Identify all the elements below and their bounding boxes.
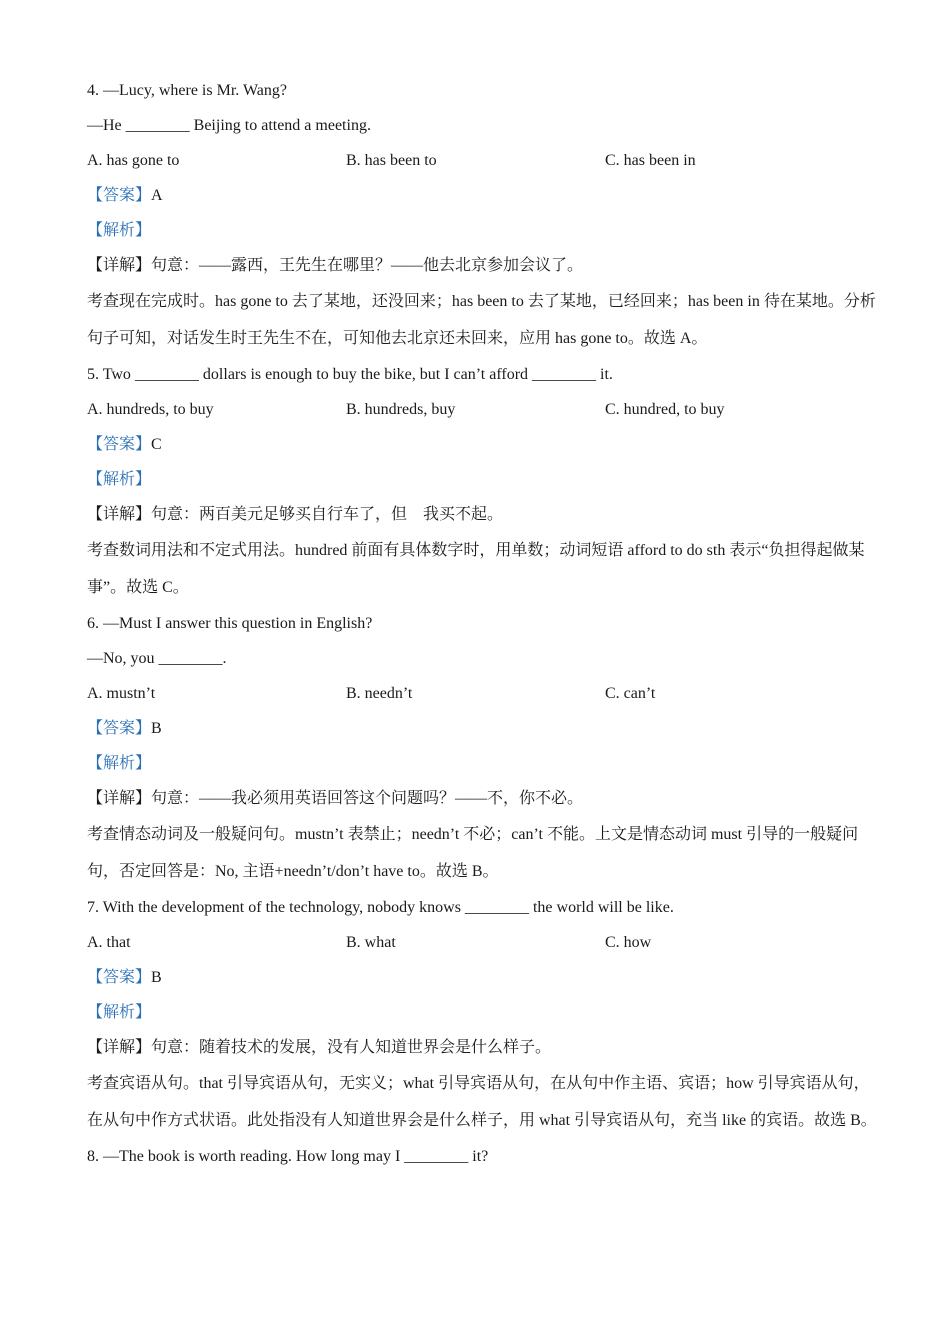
answer-line [87,960,877,995]
answer-value: A [151,187,163,204]
explanation: 考查宾语从句。that 引导宾语从句，无实义；what 引导宾语从句，在从句中作主语、宾语；how 引导宾语从句，在从句中作方式状语。此处指没有人知道世界会是什么样子，用 what 引导宾语从句，充当 like 的宾语。故选 B。 [87,1075,877,1129]
analysis-tag: 【解析】 [87,755,152,772]
question-stem: —No, you ________. [87,650,227,667]
answer-line [87,178,877,213]
detail-line: 【详解】句意：随着技术的发展，没有人知道世界会是什么样子。 [87,1039,552,1056]
answer-value: C [151,436,162,453]
answer-tag: 【答案】 [87,969,152,986]
question-stem: 4. —Lucy, where is Mr. Wang? [87,82,287,99]
option-c: C. can’t [605,685,656,702]
answer-value: B [151,969,162,986]
question-stem: 7. With the development of the technology, nobody knows ________ the world will be like. [87,899,674,916]
options-row [87,143,877,178]
option-a: A. mustn’t [87,685,156,702]
question-stem: 6. —Must I answer this question in English? [87,615,373,632]
option-c: C. has been in [605,152,696,169]
question-stem: 5. Two ________ dollars is enough to buy the bike, but I can’t afford ________ it. [87,366,613,383]
answer-line [87,427,877,462]
option-c: C. hundred, to buy [605,401,725,418]
explanation: 考查现在完成时。has gone to 去了某地，还没回来；has been to 去了某地，已经回来；has been in 待在某地。分析句子可知，对话发生时王先生不在，可知他去北京还未回来，应用 has gone to。故选 A。 [87,293,876,347]
answer-tag: 【答案】 [87,187,152,204]
explanation: 考查情态动词及一般疑问句。mustn’t 表禁止；needn’t 不必；can’t 不能。上文是情态动词 must 引导的一般疑问句，否定回答是：No, 主语+needn’t/don’t have to。故选 B。 [87,826,859,880]
options-row [87,925,877,960]
question-stem: —He ________ Beijing to attend a meeting. [87,117,371,134]
detail-line: 【详解】句意：——我必须用英语回答这个问题吗？——不，你不必。 [87,790,584,807]
analysis-tag: 【解析】 [87,471,152,488]
answer-tag: 【答案】 [87,720,152,737]
answer-value: B [151,720,162,737]
option-b: B. hundreds, buy [346,401,456,418]
answer-line [87,711,877,746]
document-page [87,73,877,1174]
option-a: A. that [87,934,131,951]
detail-line: 【详解】句意：两百美元足够买自行车了，但 我买不起。 [87,506,504,523]
question-4 [87,73,877,357]
question-8-stem: 8. —The book is worth reading. How long may I ________ it? [87,1148,489,1165]
option-a: A. has gone to [87,152,180,169]
option-c: C. how [605,934,652,951]
question-7 [87,890,877,1139]
question-5 [87,357,877,606]
option-a: A. hundreds, to buy [87,401,214,418]
options-row [87,676,877,711]
analysis-tag: 【解析】 [87,222,152,239]
answer-tag: 【答案】 [87,436,152,453]
question-6 [87,606,877,890]
detail-line: 【详解】句意：——露西，王先生在哪里？——他去北京参加会议了。 [87,257,584,274]
option-b: B. what [346,934,396,951]
analysis-tag: 【解析】 [87,1004,152,1021]
explanation: 考查数词用法和不定式用法。hundred 前面有具体数字时，用单数；动词短语 afford to do sth 表示“负担得起做某事”。故选 C。 [87,542,865,596]
option-b: B. needn’t [346,685,413,702]
option-b: B. has been to [346,152,437,169]
options-row [87,392,877,427]
